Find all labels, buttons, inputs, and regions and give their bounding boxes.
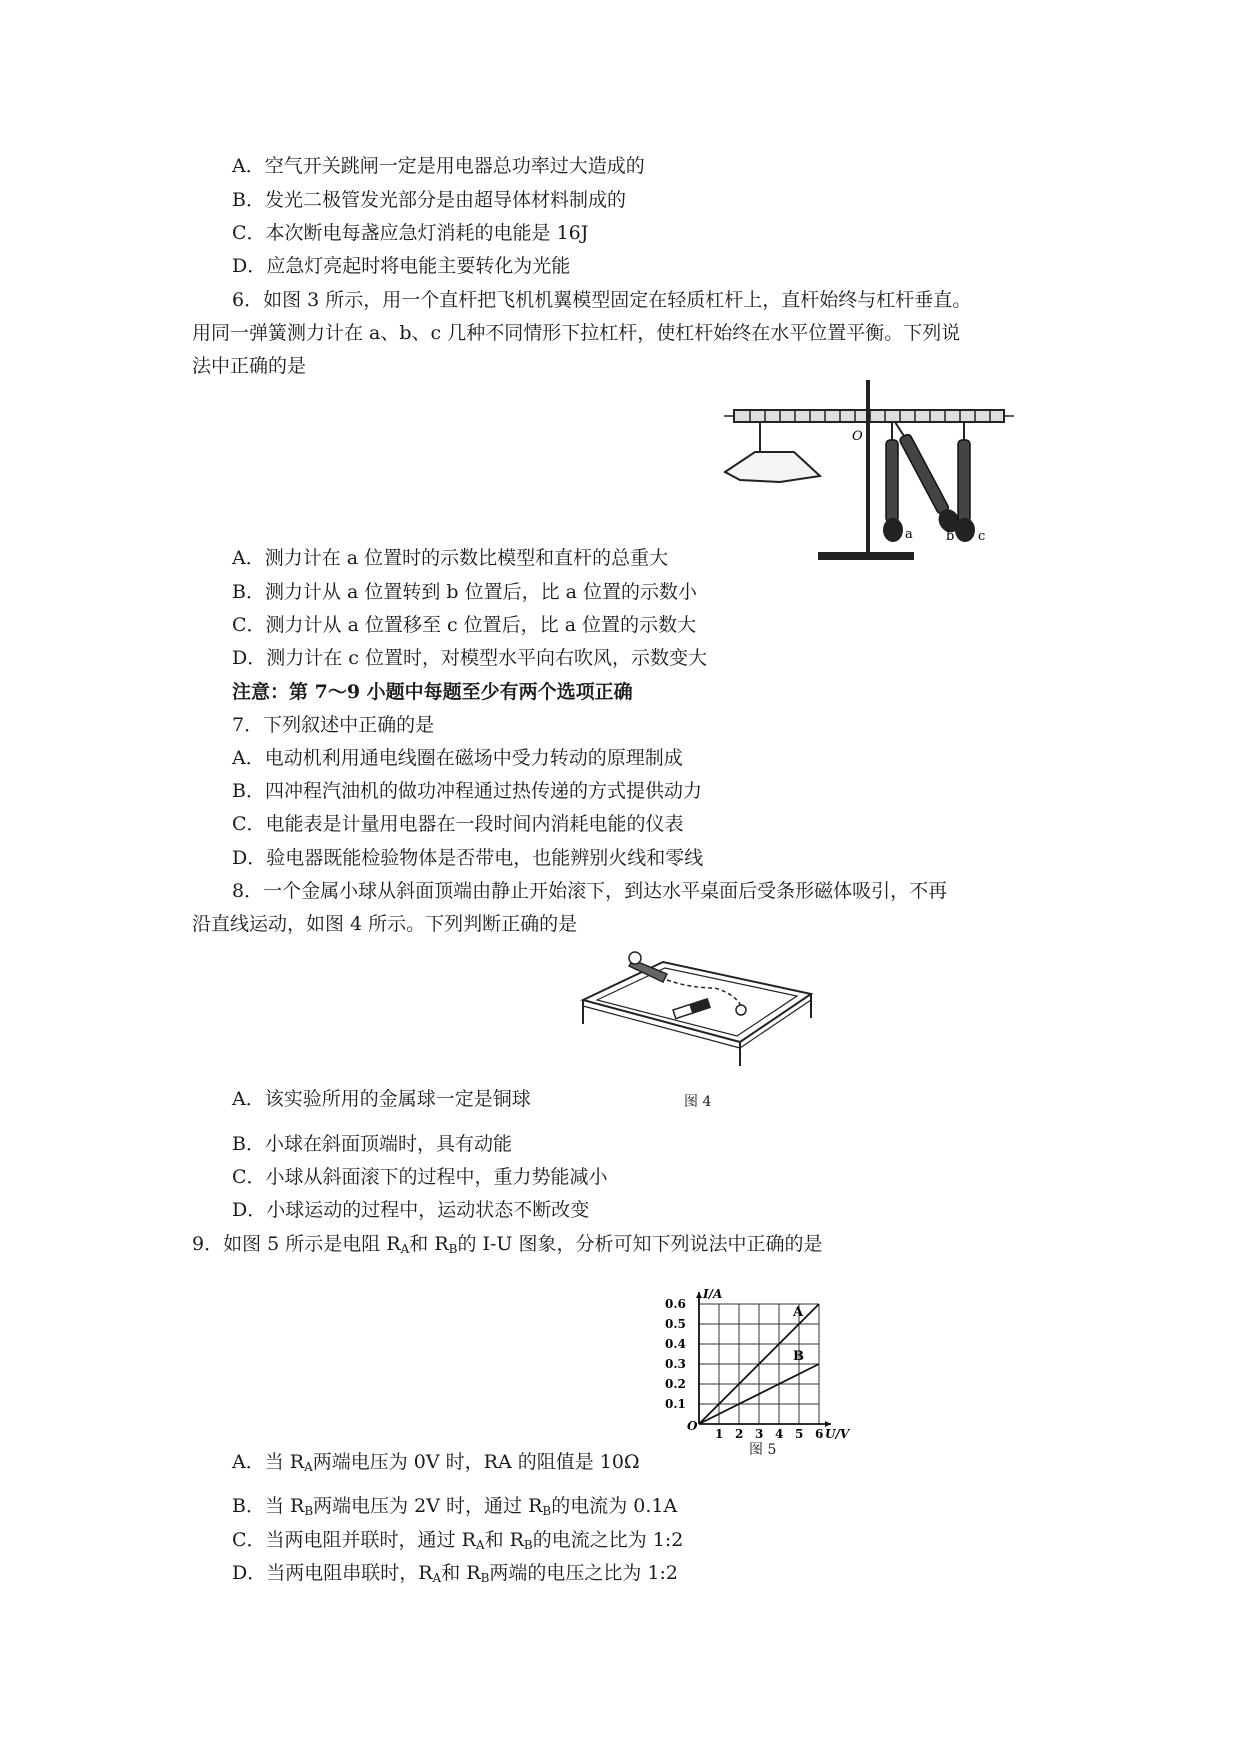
q9-option-b-post: 的电流为 0.1A <box>551 1495 678 1517</box>
origin-label: O <box>687 1419 698 1433</box>
q9-stem-pre: 9．如图 5 所示是电阻 R <box>192 1233 401 1255</box>
q9-option-b-sub2: B <box>542 1504 552 1518</box>
x-tick-label: 4 <box>775 1427 784 1441</box>
q6-option-d: D．测力计在 c 位置时，对模型水平向右吹风，示数变大 <box>232 647 707 669</box>
note-multi-answer: 注意：第 7～9 小题中每题至少有两个选项正确 <box>232 681 633 703</box>
q8-stem-line1: 8．一个金属小球从斜面顶端由静止开始滚下，到达水平桌面后受条形磁体吸引，不再 <box>232 880 948 902</box>
q9-stem-sub1: A <box>400 1242 410 1256</box>
q8-option-b: B．小球在斜面顶端时，具有动能 <box>232 1133 512 1155</box>
y-tick-label: 0.5 <box>665 1317 686 1331</box>
label-a: a <box>905 527 913 542</box>
q9-stem-post: 的 I-U 图象，分析可知下列说法中正确的是 <box>457 1233 823 1255</box>
q7-option-d: D．验电器既能检验物体是否带电，也能辨别火线和零线 <box>232 847 704 869</box>
y-tick-label: 0.1 <box>665 1397 686 1411</box>
q6-option-b: B．测力计从 a 位置转到 b 位置后，比 a 位置的示数小 <box>232 581 698 603</box>
q9-option-c <box>232 1528 683 1557</box>
q9-option-b-sub1: B <box>304 1504 314 1518</box>
q8-option-c: C．小球从斜面滚下的过程中，重力势能减小 <box>232 1166 608 1188</box>
q9-option-d-sub1: A <box>432 1571 442 1585</box>
y-axis-label: I/A <box>703 1287 723 1301</box>
x-tick-label: 2 <box>735 1427 744 1441</box>
q6-stem-line1: 6．如图 3 所示，用一个直杆把飞机机翼模型固定在轻质杠杆上，直杆始终与杠杆垂直。 <box>232 289 972 311</box>
q9-stem-sub2: B <box>448 1242 458 1256</box>
q9-option-c-pre: C．当两电阻并联时，通过 R <box>232 1529 476 1551</box>
q9-option-a-post: 两端电压为 0V 时，RA 的阻值是 10Ω <box>312 1451 640 1473</box>
q9-option-a <box>232 1450 640 1479</box>
y-tick-label: 0.3 <box>665 1357 686 1371</box>
q9-option-b-mid: 两端电压为 2V 时，通过 R <box>313 1495 543 1517</box>
x-tick-label: 3 <box>755 1427 764 1441</box>
q9-option-b <box>232 1494 677 1523</box>
q9-option-a-pre: A．当 R <box>232 1451 305 1473</box>
x-axis-label: U/V <box>825 1427 850 1441</box>
x-tick-label: 1 <box>715 1427 724 1441</box>
label-c: c <box>978 529 986 544</box>
q9-stem <box>192 1232 823 1261</box>
q9-option-d-sub2: B <box>480 1571 490 1585</box>
figure-5-iu-chart <box>665 1282 875 1447</box>
q9-option-c-sub2: B <box>523 1538 533 1552</box>
y-tick-label: 0.6 <box>665 1297 686 1311</box>
q9-option-d-post: 两端的电压之比为 1:2 <box>489 1562 679 1584</box>
series-label-A: A <box>793 1305 804 1320</box>
label-b: b <box>946 529 955 544</box>
q9-option-d-mid: 和 R <box>441 1562 481 1584</box>
y-axis-arrow <box>696 1292 702 1298</box>
q8-stem-line2: 沿直线运动，如图 4 所示。下列判断正确的是 <box>192 913 578 935</box>
series-label-B: B <box>793 1349 804 1364</box>
q9-stem-mid: 和 R <box>409 1233 449 1255</box>
q5-option-d: D．应急灯亮起时将电能主要转化为光能 <box>232 255 571 277</box>
q9-option-b-pre: B．当 R <box>232 1495 305 1517</box>
q7-option-a: A．电动机利用通电线圈在磁场中受力转动的原理制成 <box>232 747 683 769</box>
y-tick-label: 0.2 <box>665 1377 686 1391</box>
figure-4-caption: 图 4 <box>684 1094 712 1110</box>
q7-option-c: C．电能表是计量用电器在一段时间内消耗电能的仪表 <box>232 813 684 835</box>
pivot-label: O <box>852 429 863 444</box>
figure-5-caption: 图 5 <box>749 1442 777 1458</box>
q7-option-b: B．四冲程汽油机的做功冲程通过热传递的方式提供动力 <box>232 780 702 802</box>
figure-3-lever <box>720 380 1020 565</box>
q6-stem-line2: 用同一弹簧测力计在 a、b、c 几种不同情形下拉杠杆，使杠杆始终在水平位置平衡。下列说 <box>192 322 961 344</box>
q9-option-d-pre: D．当两电阻串联时，R <box>232 1562 433 1584</box>
q5-option-b: B．发光二极管发光部分是由超导体材料制成的 <box>232 189 626 211</box>
q8-option-a: A．该实验所用的金属球一定是铜球 <box>232 1088 531 1110</box>
q5-option-c: C．本次断电每盏应急灯消耗的电能是 16J <box>232 222 589 244</box>
y-tick-label: 0.4 <box>665 1337 686 1351</box>
figure-4-table <box>575 948 815 1068</box>
q9-option-c-post: 的电流之比为 1:2 <box>532 1529 684 1551</box>
q9-option-a-sub: A <box>304 1460 313 1474</box>
q9-option-d <box>232 1561 678 1590</box>
q7-stem: 7．下列叙述中正确的是 <box>232 714 435 736</box>
q8-option-d: D．小球运动的过程中，运动状态不断改变 <box>232 1199 590 1221</box>
q5-option-a: A．空气开关跳闸一定是用电器总功率过大造成的 <box>232 155 645 177</box>
x-tick-label: 6 <box>815 1427 824 1441</box>
q6-option-c: C．测力计从 a 位置移至 c 位置后，比 a 位置的示数大 <box>232 614 697 636</box>
q9-option-c-mid: 和 R <box>484 1529 524 1551</box>
q6-stem-line3: 法中正确的是 <box>192 355 307 377</box>
x-tick-label: 5 <box>795 1427 804 1441</box>
q9-option-c-sub1: A <box>475 1538 485 1552</box>
q6-option-a: A．测力计在 a 位置时的示数比模型和直杆的总重大 <box>232 547 669 569</box>
